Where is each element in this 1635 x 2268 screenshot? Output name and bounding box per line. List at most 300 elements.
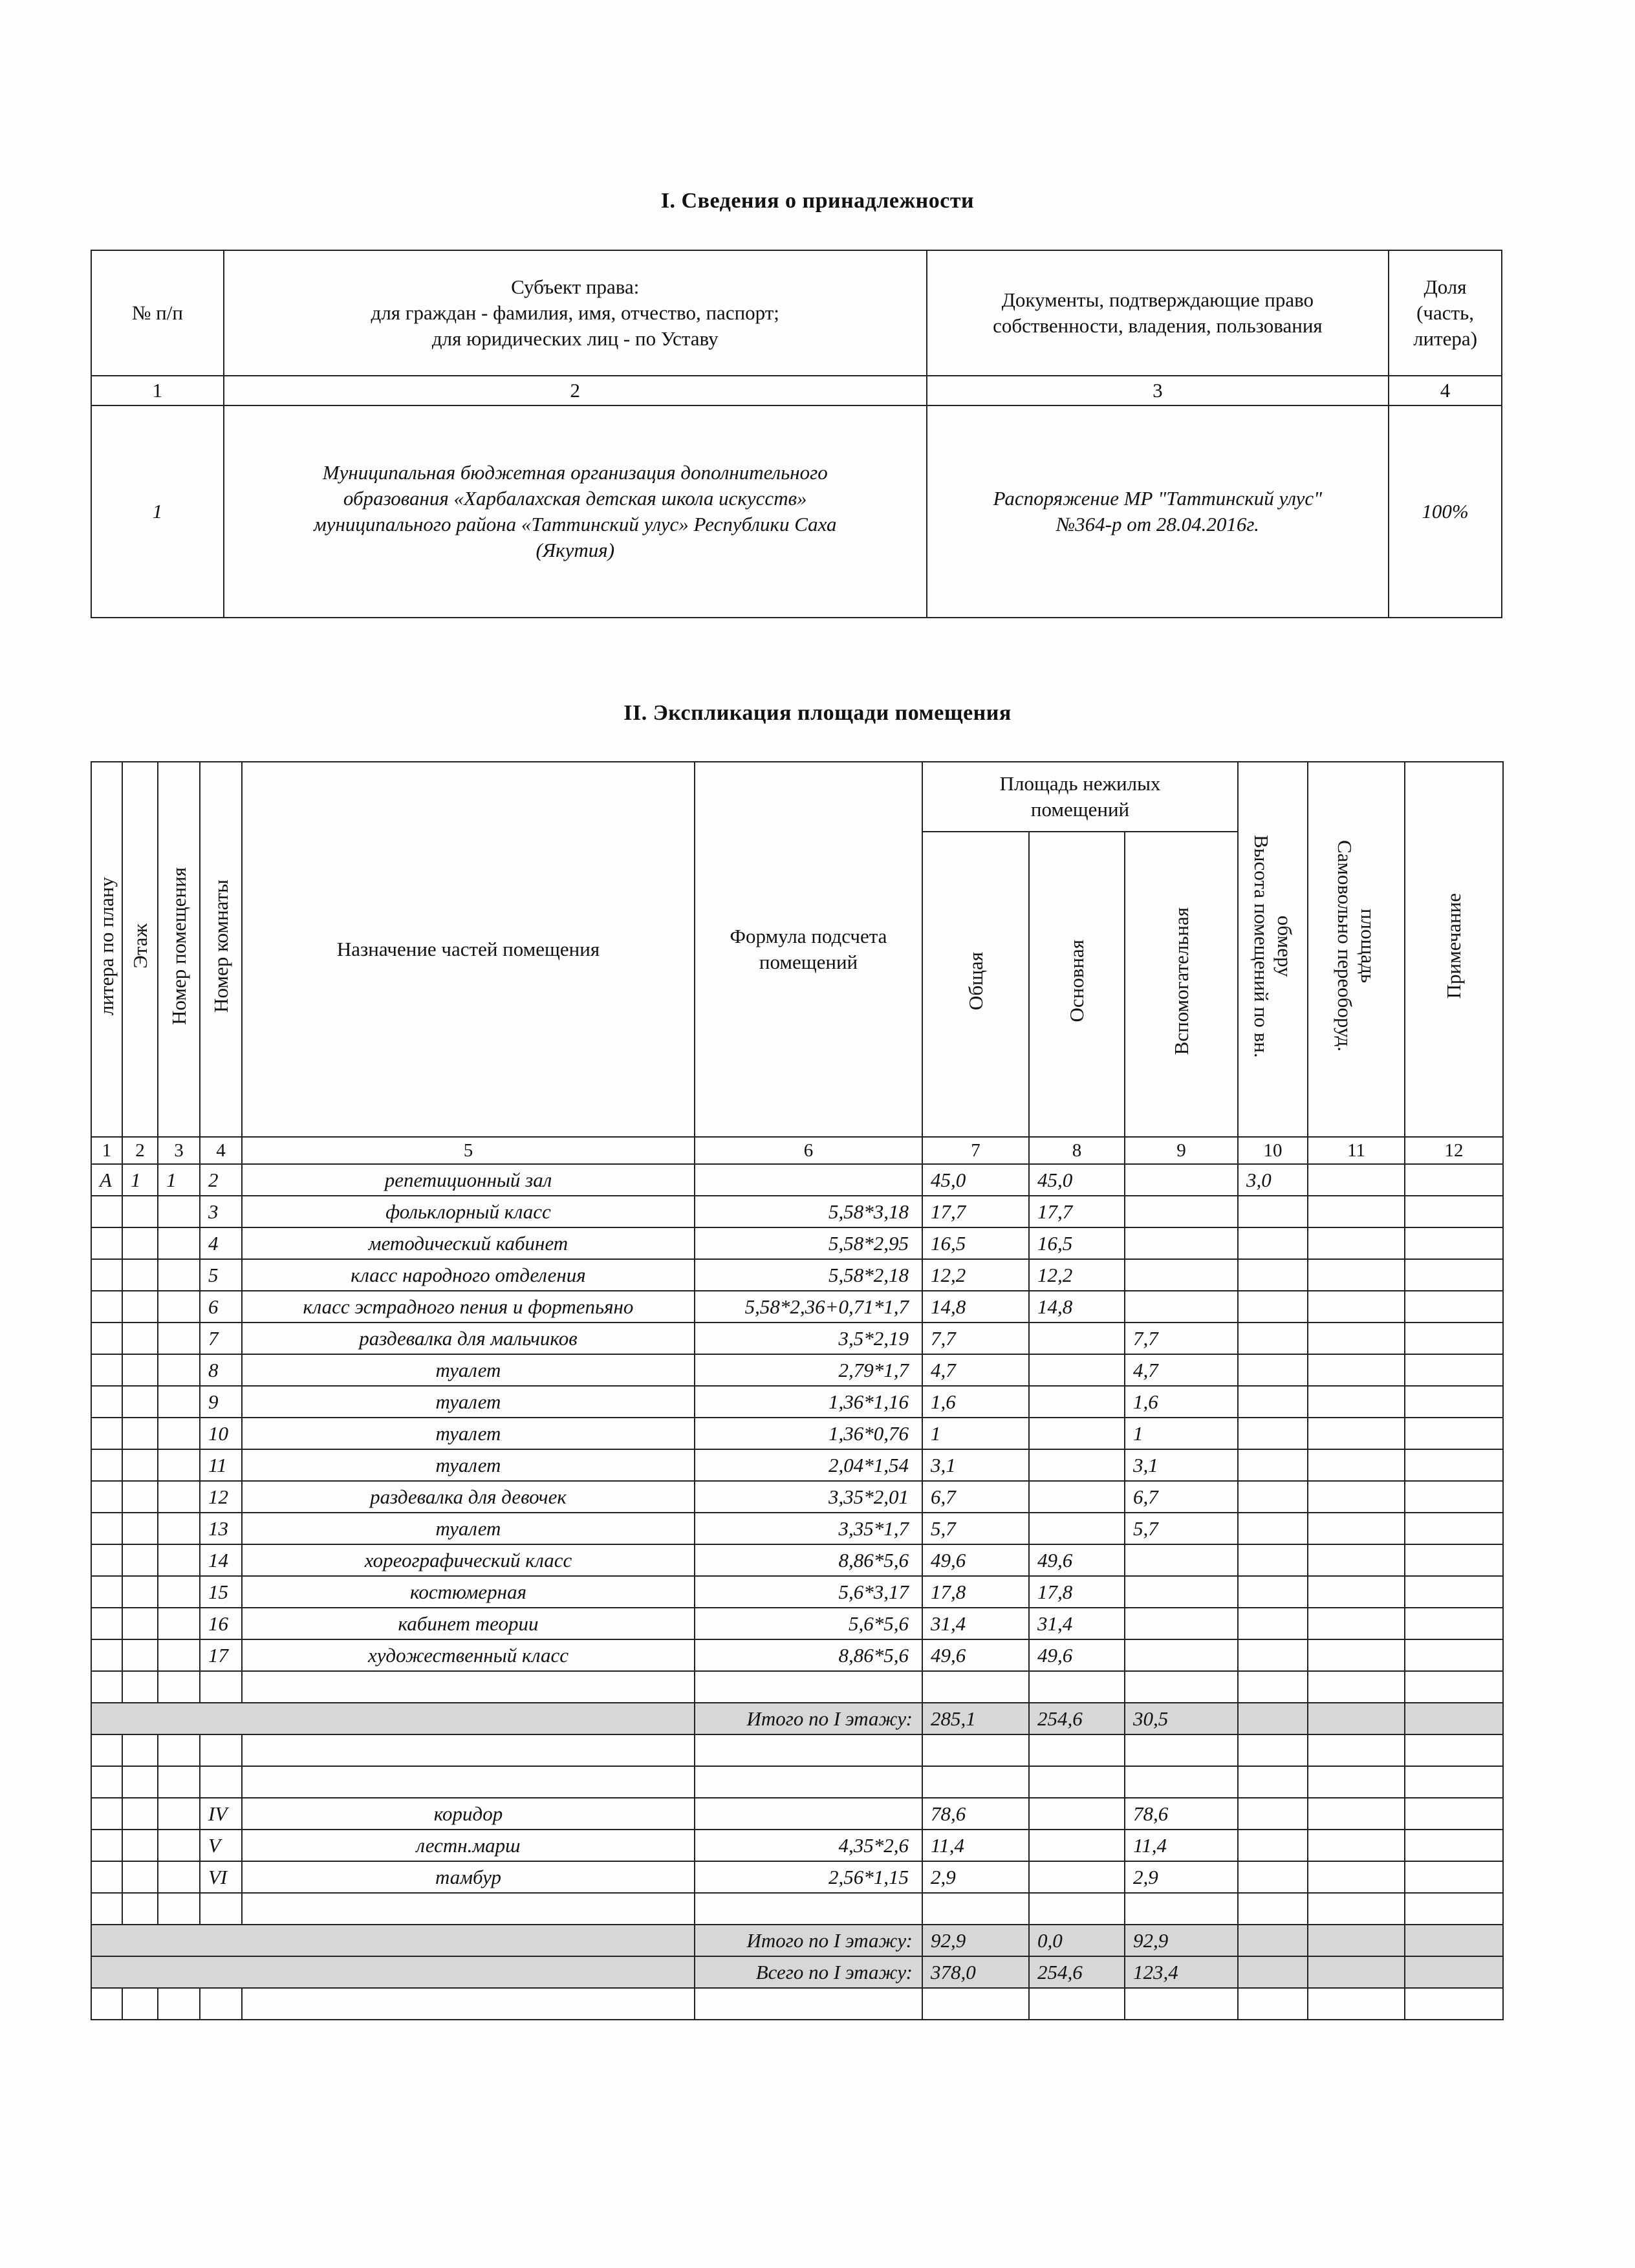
room-no-cell: 11 [200,1449,242,1481]
height-cell [1238,1544,1308,1576]
area-aux-cell [1125,1544,1238,1576]
area-main-cell: 45,0 [1029,1164,1125,1196]
room-no-cell: 15 [200,1576,242,1608]
document-cell: Распоряжение МР "Таттинский улус" №364-р от 28.04.2016г. [927,405,1389,618]
header-room-no: Номер комнаты [200,762,242,1137]
area-main-cell: 0,0 [1029,1925,1125,1956]
formula-cell [695,1164,922,1196]
floor-cell [122,1323,158,1354]
table-row [91,1830,1503,1861]
col-number: 1 [91,1137,122,1164]
height-cell [1238,1259,1308,1291]
purpose-cell: художественный класс [242,1639,695,1671]
col-number: 5 [242,1137,695,1164]
table-row [91,1988,1503,2020]
area-total-cell: 2,9 [922,1861,1029,1893]
selfbuilt-cell [1308,1449,1405,1481]
floor-cell [122,1639,158,1671]
header-documents: Документы, подтверждающие право собственности, владения, пользования [927,250,1389,376]
selfbuilt-cell [1308,1291,1405,1323]
premise-no-cell [158,1481,200,1513]
col-number: 7 [922,1137,1029,1164]
height-cell [1238,1449,1308,1481]
selfbuilt-cell [1308,1259,1405,1291]
selfbuilt-cell [1308,1164,1405,1196]
area-total-cell: 11,4 [922,1830,1029,1861]
premise-no-cell [158,1830,200,1861]
room-no-cell [200,1988,242,2020]
selfbuilt-cell [1308,1671,1405,1703]
purpose-cell: хореографический класс [242,1544,695,1576]
room-no-cell: 8 [200,1354,242,1386]
area-aux-cell: 6,7 [1125,1481,1238,1513]
formula-cell [695,1766,922,1798]
purpose-cell: тамбур [242,1861,695,1893]
explication-rows [91,1164,1503,2020]
room-no-cell: 7 [200,1323,242,1354]
litera-cell [91,1481,122,1513]
area-aux-cell [1125,1608,1238,1639]
purpose-cell [242,1734,695,1766]
subject-cell: Муниципальная бюджетная организация дополнительного образования «Харбалахская детская школа искусств» муниципального района «Таттинский улус» Республики Саха (Якутия) [224,405,927,618]
floor-cell [122,1671,158,1703]
area-main-cell: 12,2 [1029,1259,1125,1291]
purpose-cell: туалет [242,1449,695,1481]
height-cell [1238,1734,1308,1766]
height-cell [1238,1386,1308,1418]
empty-cell [1238,1703,1308,1734]
area-total-cell: 285,1 [922,1703,1029,1734]
selfbuilt-cell [1308,1766,1405,1798]
area-total-cell: 7,7 [922,1323,1029,1354]
floor-cell [122,1608,158,1639]
height-cell [1238,1513,1308,1544]
room-no-cell [200,1671,242,1703]
room-no-cell [200,1734,242,1766]
formula-cell: 3,35*2,01 [695,1481,922,1513]
area-aux-cell: 7,7 [1125,1323,1238,1354]
header-premise-no: Номер помещения [158,762,200,1137]
area-total-cell: 5,7 [922,1513,1029,1544]
premise-no-cell [158,1798,200,1830]
note-cell [1405,1291,1503,1323]
empty-cell [1405,1703,1503,1734]
room-no-cell: 2 [200,1164,242,1196]
table-row [91,1291,1503,1323]
formula-cell: 8,86*5,6 [695,1639,922,1671]
area-total-cell: 16,5 [922,1227,1029,1259]
selfbuilt-cell [1308,1418,1405,1449]
height-cell [1238,1639,1308,1671]
height-cell [1238,1766,1308,1798]
col-number: 12 [1405,1137,1503,1164]
purpose-cell: туалет [242,1513,695,1544]
note-cell [1405,1354,1503,1386]
floor-cell [122,1513,158,1544]
height-cell [1238,1227,1308,1259]
area-aux-cell [1125,1576,1238,1608]
area-total-cell: 31,4 [922,1608,1029,1639]
room-no-cell: 9 [200,1386,242,1418]
litera-cell: А [91,1164,122,1196]
formula-cell [695,1893,922,1925]
selfbuilt-cell [1308,1481,1405,1513]
area-total-cell [922,1734,1029,1766]
litera-cell [91,1861,122,1893]
note-cell [1405,1196,1503,1227]
floor-cell [122,1830,158,1861]
area-total-cell: 78,6 [922,1798,1029,1830]
litera-cell [91,1323,122,1354]
litera-cell [91,1798,122,1830]
premise-no-cell [158,1766,200,1798]
note-cell [1405,1227,1503,1259]
area-aux-cell [1125,1893,1238,1925]
header-purpose: Назначение частей помещения [242,762,695,1137]
table-row [91,1513,1503,1544]
height-cell [1238,1196,1308,1227]
premise-no-cell [158,1227,200,1259]
area-aux-cell [1125,1639,1238,1671]
header-note: Примечание [1405,762,1503,1137]
col-number: 3 [158,1137,200,1164]
purpose-cell: коридор [242,1798,695,1830]
litera-cell [91,1608,122,1639]
formula-cell: 1,36*1,16 [695,1386,922,1418]
area-aux-cell: 3,1 [1125,1449,1238,1481]
selfbuilt-cell [1308,1988,1405,2020]
area-main-cell [1029,1418,1125,1449]
area-main-cell [1029,1798,1125,1830]
total-row [91,1703,1503,1734]
note-cell [1405,1323,1503,1354]
height-cell: 3,0 [1238,1164,1308,1196]
purpose-cell [242,1988,695,2020]
area-aux-cell: 123,4 [1125,1956,1238,1988]
purpose-cell: туалет [242,1418,695,1449]
premise-no-cell [158,1259,200,1291]
table-row [91,1196,1503,1227]
empty-cell [91,1925,695,1956]
premise-no-cell [158,1608,200,1639]
purpose-cell: класс эстрадного пения и фортепьяно [242,1291,695,1323]
empty-cell [1238,1956,1308,1988]
selfbuilt-cell [1308,1227,1405,1259]
floor-cell [122,1386,158,1418]
premise-no-cell [158,1544,200,1576]
ownership-table [91,250,1502,618]
note-cell [1405,1766,1503,1798]
floor-cell [122,1798,158,1830]
area-aux-cell: 4,7 [1125,1354,1238,1386]
height-cell [1238,1291,1308,1323]
ownership-row [91,405,1502,618]
purpose-cell [242,1671,695,1703]
area-total-cell: 49,6 [922,1639,1029,1671]
floor-cell [122,1734,158,1766]
area-aux-cell: 5,7 [1125,1513,1238,1544]
purpose-cell: кабинет теории [242,1608,695,1639]
note-cell [1405,1418,1503,1449]
table-row [91,1418,1503,1449]
area-total-cell [922,1988,1029,2020]
area-main-cell: 17,7 [1029,1196,1125,1227]
area-main-cell [1029,1449,1125,1481]
litera-cell [91,1227,122,1259]
column-number-row [91,376,1502,405]
col-number: 2 [224,376,927,405]
formula-cell: 2,79*1,7 [695,1354,922,1386]
share-cell: 100% [1389,405,1502,618]
formula-cell: 1,36*0,76 [695,1418,922,1449]
litera-cell [91,1893,122,1925]
selfbuilt-cell [1308,1798,1405,1830]
purpose-cell: раздевалка для мальчиков [242,1323,695,1354]
area-total-cell: 45,0 [922,1164,1029,1196]
floor-cell [122,1196,158,1227]
col-number: 9 [1125,1137,1238,1164]
litera-cell [91,1830,122,1861]
litera-cell [91,1196,122,1227]
purpose-cell: класс народного отделения [242,1259,695,1291]
formula-cell [695,1988,922,2020]
row-num: 1 [91,405,224,618]
floor-cell [122,1893,158,1925]
room-no-cell: 3 [200,1196,242,1227]
area-total-cell: 14,8 [922,1291,1029,1323]
floor-cell [122,1418,158,1449]
area-aux-cell [1125,1227,1238,1259]
area-main-cell [1029,1671,1125,1703]
litera-cell [91,1418,122,1449]
premise-no-cell [158,1988,200,2020]
note-cell [1405,1988,1503,2020]
area-total-cell: 17,8 [922,1576,1029,1608]
table-row [91,1608,1503,1639]
note-cell [1405,1164,1503,1196]
selfbuilt-cell [1308,1544,1405,1576]
area-main-cell [1029,1481,1125,1513]
purpose-cell: фольклорный класс [242,1196,695,1227]
litera-cell [91,1576,122,1608]
col-number: 4 [1389,376,1502,405]
formula-cell [695,1798,922,1830]
room-no-cell: VI [200,1861,242,1893]
room-no-cell [200,1893,242,1925]
premise-no-cell [158,1386,200,1418]
area-main-cell [1029,1988,1125,2020]
room-no-cell: 14 [200,1544,242,1576]
area-aux-cell: 92,9 [1125,1925,1238,1956]
premise-no-cell: 1 [158,1164,200,1196]
room-no-cell [200,1766,242,1798]
area-total-cell: 4,7 [922,1354,1029,1386]
table-row [91,1861,1503,1893]
selfbuilt-cell [1308,1861,1405,1893]
litera-cell [91,1513,122,1544]
area-aux-cell [1125,1196,1238,1227]
header-height: Высота помещений по вн. обмеру [1238,762,1308,1137]
col-number: 6 [695,1137,922,1164]
formula-cell: 8,86*5,6 [695,1544,922,1576]
height-cell [1238,1608,1308,1639]
area-aux-cell: 78,6 [1125,1798,1238,1830]
area-aux-cell [1125,1291,1238,1323]
area-main-cell [1029,1386,1125,1418]
note-cell [1405,1576,1503,1608]
premise-no-cell [158,1639,200,1671]
area-main-cell: 254,6 [1029,1703,1125,1734]
col-number: 10 [1238,1137,1308,1164]
room-no-cell: 6 [200,1291,242,1323]
note-cell [1405,1639,1503,1671]
table-row [91,1734,1503,1766]
col-number: 4 [200,1137,242,1164]
note-cell [1405,1481,1503,1513]
formula-cell: 5,58*3,18 [695,1196,922,1227]
formula-cell: 4,35*2,6 [695,1830,922,1861]
note-cell [1405,1386,1503,1418]
area-aux-cell [1125,1766,1238,1798]
empty-cell [91,1703,695,1734]
selfbuilt-cell [1308,1576,1405,1608]
room-no-cell: 10 [200,1418,242,1449]
floor-cell [122,1227,158,1259]
formula-cell: 5,58*2,36+0,71*1,7 [695,1291,922,1323]
total-label: Всего по I этажу: [695,1956,922,1988]
purpose-cell: методический кабинет [242,1227,695,1259]
area-total-cell: 6,7 [922,1481,1029,1513]
floor-cell [122,1988,158,2020]
col-number: 8 [1029,1137,1125,1164]
table-row [91,1386,1503,1418]
formula-cell [695,1734,922,1766]
note-cell [1405,1798,1503,1830]
litera-cell [91,1291,122,1323]
empty-cell [1308,1925,1405,1956]
area-total-cell: 378,0 [922,1956,1029,1988]
header-area-main: Основная [1029,832,1125,1137]
selfbuilt-cell [1308,1386,1405,1418]
note-cell [1405,1513,1503,1544]
table-row [91,1639,1503,1671]
purpose-cell: лестн.марш [242,1830,695,1861]
selfbuilt-cell [1308,1608,1405,1639]
col-number: 1 [91,376,224,405]
table-row [91,1576,1503,1608]
section-title-explication: II. Экспликация площади помещения [623,701,1012,725]
formula-cell: 5,6*5,6 [695,1608,922,1639]
area-main-cell: 16,5 [1029,1227,1125,1259]
table-row [91,1766,1503,1798]
header-area-group: Площадь нежилых помещений [922,762,1238,832]
total-row [91,1956,1503,1988]
selfbuilt-cell [1308,1196,1405,1227]
col-number: 3 [927,376,1389,405]
note-cell [1405,1830,1503,1861]
floor-cell: 1 [122,1164,158,1196]
empty-cell [1405,1956,1503,1988]
premise-no-cell [158,1196,200,1227]
premise-no-cell [158,1734,200,1766]
premise-no-cell [158,1418,200,1449]
formula-cell: 2,56*1,15 [695,1861,922,1893]
purpose-cell: туалет [242,1354,695,1386]
note-cell [1405,1544,1503,1576]
area-total-cell: 12,2 [922,1259,1029,1291]
table-row [91,1259,1503,1291]
height-cell [1238,1354,1308,1386]
table-row [91,1481,1503,1513]
col-number: 2 [122,1137,158,1164]
litera-cell [91,1671,122,1703]
header-floor: Этаж [122,762,158,1137]
area-aux-cell [1125,1164,1238,1196]
room-no-cell: 4 [200,1227,242,1259]
table-row [91,1227,1503,1259]
area-aux-cell [1125,1259,1238,1291]
note-cell [1405,1861,1503,1893]
formula-cell: 2,04*1,54 [695,1449,922,1481]
header-num: № п/п [91,250,224,376]
floor-cell [122,1481,158,1513]
formula-cell: 5,58*2,95 [695,1227,922,1259]
selfbuilt-cell [1308,1513,1405,1544]
table-row [91,1449,1503,1481]
table-row [91,1164,1503,1196]
area-aux-cell: 1 [1125,1418,1238,1449]
floor-cell [122,1449,158,1481]
area-main-cell: 31,4 [1029,1608,1125,1639]
formula-cell: 5,6*3,17 [695,1576,922,1608]
area-aux-cell [1125,1734,1238,1766]
table-row [91,1893,1503,1925]
room-no-cell: 17 [200,1639,242,1671]
area-aux-cell: 1,6 [1125,1386,1238,1418]
empty-cell [1238,1925,1308,1956]
note-cell [1405,1734,1503,1766]
formula-cell: 5,58*2,18 [695,1259,922,1291]
area-total-cell [922,1671,1029,1703]
height-cell [1238,1798,1308,1830]
height-cell [1238,1323,1308,1354]
area-total-cell: 3,1 [922,1449,1029,1481]
height-cell [1238,1830,1308,1861]
area-main-cell: 254,6 [1029,1956,1125,1988]
room-no-cell: 5 [200,1259,242,1291]
premise-no-cell [158,1323,200,1354]
note-cell [1405,1893,1503,1925]
area-total-cell: 1,6 [922,1386,1029,1418]
area-main-cell: 17,8 [1029,1576,1125,1608]
formula-cell [695,1671,922,1703]
note-cell [1405,1608,1503,1639]
selfbuilt-cell [1308,1893,1405,1925]
area-aux-cell: 30,5 [1125,1703,1238,1734]
area-total-cell [922,1766,1029,1798]
area-main-cell: 49,6 [1029,1639,1125,1671]
area-main-cell [1029,1830,1125,1861]
area-aux-cell: 11,4 [1125,1830,1238,1861]
area-total-cell [922,1893,1029,1925]
total-label: Итого по I этажу: [695,1703,922,1734]
area-total-cell: 1 [922,1418,1029,1449]
room-no-cell: 13 [200,1513,242,1544]
total-row [91,1925,1503,1956]
selfbuilt-cell [1308,1639,1405,1671]
floor-cell [122,1861,158,1893]
litera-cell [91,1354,122,1386]
